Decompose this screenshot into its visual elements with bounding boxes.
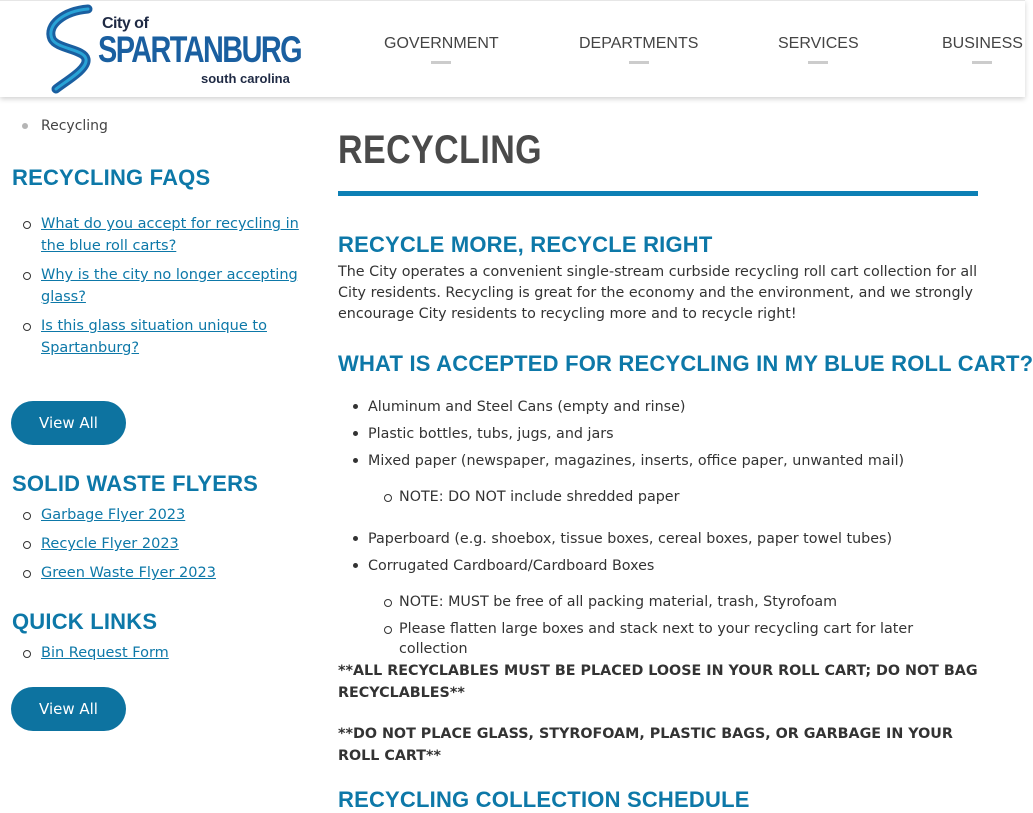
- quick-links-heading: QUICK LINKS: [12, 609, 158, 634]
- logo-city-of: City of: [102, 15, 149, 32]
- list-item: NOTE: MUST be free of all packing material, trash, Styrofoam: [384, 592, 984, 619]
- faq-link[interactable]: Why is the city no longer accepting glass?: [41, 267, 298, 305]
- quick-links-view-all-button[interactable]: View All: [11, 687, 126, 731]
- list-item: Corrugated Cardboard/Cardboard Boxes: [352, 556, 982, 583]
- nav-business[interactable]: [942, 35, 1023, 64]
- list-item: [22, 505, 302, 527]
- faq-link[interactable]: Is this glass situation unique to Spartanburg?: [41, 318, 267, 356]
- paper-note-list: [384, 487, 984, 514]
- page-title: RECYCLING: [338, 128, 543, 172]
- nav-government[interactable]: [384, 35, 499, 64]
- section-heading: WHAT IS ACCEPTED FOR RECYCLING IN MY BLUE ROLL CART?: [338, 351, 1033, 376]
- list-item: [22, 534, 302, 556]
- bin-request-link[interactable]: Bin Request Form: [41, 645, 169, 661]
- faq-link[interactable]: What do you accept for recycling in the blue roll carts?: [41, 216, 299, 254]
- title-divider: [338, 191, 978, 196]
- nav-underline: [629, 61, 649, 64]
- quick-links-list: [22, 643, 302, 665]
- city-logo[interactable]: [44, 5, 302, 93]
- breadcrumb-current: Recycling: [41, 118, 108, 134]
- list-item: Plastic bottles, tubs, jugs, and jars: [352, 424, 982, 451]
- accepted-list: [352, 397, 982, 478]
- list-item: [22, 265, 302, 308]
- accepted-list-cont: [352, 529, 982, 583]
- list-item: Please flatten large boxes and stack next to your recycling cart for later collection: [384, 619, 984, 646]
- list-item: Mixed paper (newspaper, magazines, inserts, office paper, unwanted mail): [352, 451, 982, 478]
- breadcrumb-bullet-icon: [22, 123, 28, 129]
- section-heading: RECYCLING COLLECTION SCHEDULE: [338, 787, 750, 812]
- faqs-view-all-button[interactable]: View All: [11, 401, 126, 445]
- nav-business-label: BUSINESS: [942, 35, 1023, 52]
- list-item: [22, 316, 302, 359]
- nav-government-label: GOVERNMENT: [384, 35, 499, 52]
- logo-name: SPARTANBURG: [98, 29, 302, 70]
- list-item: Paperboard (e.g. shoebox, tissue boxes, cereal boxes, paper towel tubes): [352, 529, 982, 556]
- nav-underline: [972, 61, 992, 64]
- list-item: [22, 643, 302, 665]
- logo-swoosh-icon: [44, 5, 104, 93]
- breadcrumb: [22, 118, 108, 134]
- intro-paragraph: The City operates a convenient single-stream curbside recycling roll cart collection for all City residents. Recycling is great for the economy and the environment, and we strongly encourage City residents to recycling more and to recycle right!: [338, 264, 978, 323]
- list-item: [22, 563, 302, 585]
- cardboard-note-list: [384, 592, 984, 657]
- glass-warning: **DO NOT PLACE GLASS, STYROFOAM, PLASTIC BAGS, OR GARBAGE IN YOUR ROLL CART**: [338, 726, 953, 764]
- list-item: [22, 214, 302, 257]
- site-header: [0, 0, 1025, 97]
- nav-departments-label: DEPARTMENTS: [579, 35, 699, 52]
- faqs-heading: RECYCLING FAQS: [12, 165, 211, 190]
- section-heading: RECYCLE MORE, RECYCLE RIGHT: [338, 232, 713, 257]
- flyer-link[interactable]: Garbage Flyer 2023: [41, 507, 186, 523]
- nav-underline: [808, 61, 828, 64]
- bagging-warning: **ALL RECYCLABLES MUST BE PLACED LOOSE IN YOUR ROLL CART; DO NOT BAG RECYCLABLES**: [338, 663, 978, 701]
- flyers-list: [22, 505, 302, 585]
- nav-services[interactable]: [778, 35, 859, 64]
- list-item: Aluminum and Steel Cans (empty and rinse): [352, 397, 982, 424]
- nav-underline: [431, 61, 451, 64]
- flyer-link[interactable]: Green Waste Flyer 2023: [41, 565, 216, 581]
- faqs-list: [22, 214, 302, 359]
- logo-state: south carolina: [201, 71, 290, 86]
- list-item: NOTE: DO NOT include shredded paper: [384, 487, 984, 514]
- flyer-link[interactable]: Recycle Flyer 2023: [41, 536, 179, 552]
- nav-services-label: SERVICES: [778, 35, 859, 52]
- nav-departments[interactable]: [579, 35, 698, 64]
- flyers-heading: SOLID WASTE FLYERS: [12, 471, 259, 496]
